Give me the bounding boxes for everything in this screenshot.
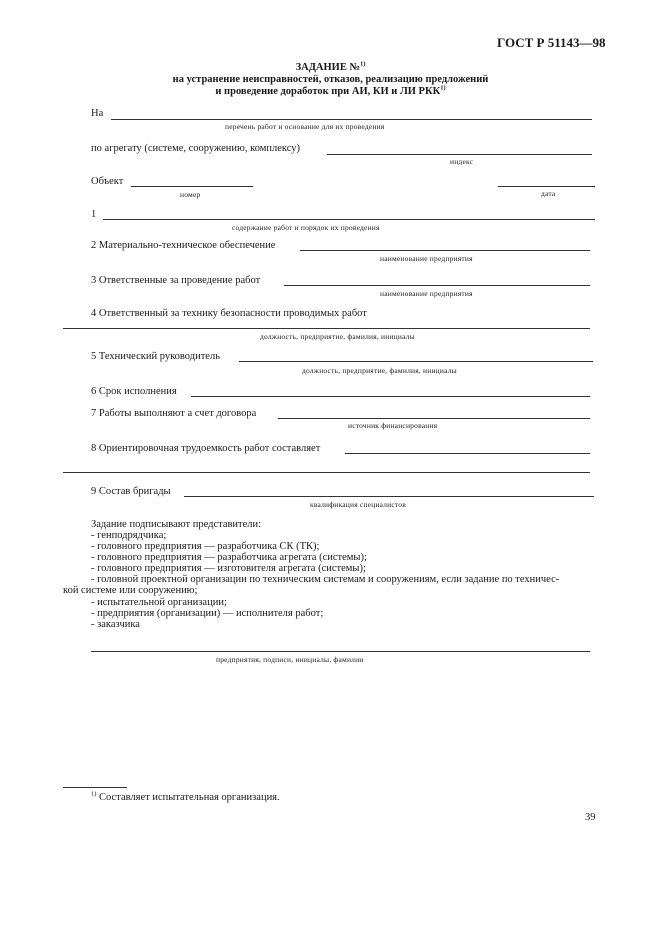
item1-caption: содержание работ и порядок их проведения bbox=[232, 223, 380, 232]
signers-item: - испытательной организации; bbox=[91, 597, 227, 608]
footnote-separator bbox=[63, 787, 127, 788]
standard-number: ГОСТ Р 51143—98 bbox=[497, 35, 606, 50]
title-line3-footnote-mark: 1) bbox=[440, 84, 446, 92]
field-aggregate-caption: индекс bbox=[450, 157, 474, 166]
field-object-number-line[interactable] bbox=[131, 186, 253, 187]
item8-label: 8 Ориентировочная трудоемкость работ составляет bbox=[91, 443, 321, 454]
signers-item: - головного предприятия — разработчика СК (ТК); bbox=[91, 541, 320, 552]
title-line1: ЗАДАНИЕ № bbox=[295, 62, 361, 73]
item7-label: 7 Работы выполняют а счет договора bbox=[91, 408, 257, 419]
signers-item: - головной проектной организации по техническим системам и сооружениям, если задание по техничес- bbox=[91, 574, 560, 585]
item9-label: 9 Состав бригады bbox=[91, 486, 171, 497]
footnote-text: Составляет испытательная организация. bbox=[99, 792, 280, 803]
item1-label: 1 bbox=[91, 209, 97, 220]
signers-item: - предприятия (организации) — исполнителя работ; bbox=[91, 608, 324, 619]
item7-caption: источник финансирования bbox=[348, 421, 438, 430]
field-object-date-line[interactable] bbox=[498, 186, 595, 187]
field-aggregate-label: по агрегату (системе, сооружению, комплексу) bbox=[91, 143, 301, 154]
item7-line[interactable] bbox=[278, 418, 590, 419]
title-line2: на устранение неисправностей, отказов, реализацию предложений bbox=[172, 74, 489, 85]
item9-caption: квалификация специалистов bbox=[310, 500, 406, 509]
field-na-caption: перечень работ и основание для их проведения bbox=[225, 122, 385, 131]
footnote bbox=[91, 792, 280, 803]
item4-caption: должность, предприятие, фамилия, инициалы bbox=[260, 332, 415, 341]
item3-line[interactable] bbox=[284, 285, 590, 286]
signers-line[interactable] bbox=[91, 651, 590, 652]
item2-caption: наименование предприятия bbox=[380, 254, 473, 263]
footnote-mark: 1) bbox=[91, 790, 97, 798]
field-object-number-caption: номер bbox=[180, 190, 201, 199]
item9-line[interactable] bbox=[184, 496, 594, 497]
item8-line-a[interactable] bbox=[345, 453, 590, 454]
signers-item: - заказчика bbox=[91, 619, 140, 630]
signers-caption: предприятия, подписи, инициалы, фамилии bbox=[216, 655, 364, 664]
item4-label: 4 Ответственный за технику безопасности проводимых работ bbox=[91, 308, 367, 319]
item4-line[interactable] bbox=[63, 328, 590, 329]
signers-item: - головного предприятия — изготовителя агрегата (системы); bbox=[91, 563, 366, 574]
item6-label: 6 Срок исполнения bbox=[91, 386, 177, 397]
signers-item-continuation: кой системе или сооружению; bbox=[63, 585, 198, 596]
title-line3-wrap bbox=[0, 86, 661, 97]
item3-label: 3 Ответственные за проведение работ bbox=[91, 275, 261, 286]
item5-label: 5 Технический руководитель bbox=[91, 351, 220, 362]
item1-line[interactable] bbox=[103, 219, 595, 220]
signers-intro: Задание подписывают представители: bbox=[91, 519, 262, 530]
item2-label: 2 Материально-техническое обеспечение bbox=[91, 240, 276, 251]
item6-line[interactable] bbox=[191, 396, 590, 397]
field-object-label: Объект bbox=[91, 176, 124, 187]
field-object-date-caption: дата bbox=[541, 189, 556, 198]
form-title bbox=[0, 62, 661, 73]
field-na-label: На bbox=[91, 108, 104, 119]
title-line3: и проведение доработок при АИ, КИ и ЛИ РКК bbox=[215, 86, 441, 97]
signers-item: - генподрядчика; bbox=[91, 530, 167, 541]
item2-line[interactable] bbox=[300, 250, 590, 251]
item3-caption: наименование предприятия bbox=[380, 289, 473, 298]
field-aggregate-line[interactable] bbox=[327, 154, 592, 155]
page-number: 39 bbox=[585, 812, 596, 823]
title-line1-footnote-mark: 1) bbox=[360, 60, 366, 68]
item5-line[interactable] bbox=[239, 361, 593, 362]
signers-item: - головного предприятия — разработчика агрегата (системы); bbox=[91, 552, 367, 563]
item8-line-b[interactable] bbox=[63, 472, 590, 473]
field-na-line[interactable] bbox=[111, 119, 592, 120]
item5-caption: должность, предприятие, фамилия, инициалы bbox=[302, 366, 457, 375]
